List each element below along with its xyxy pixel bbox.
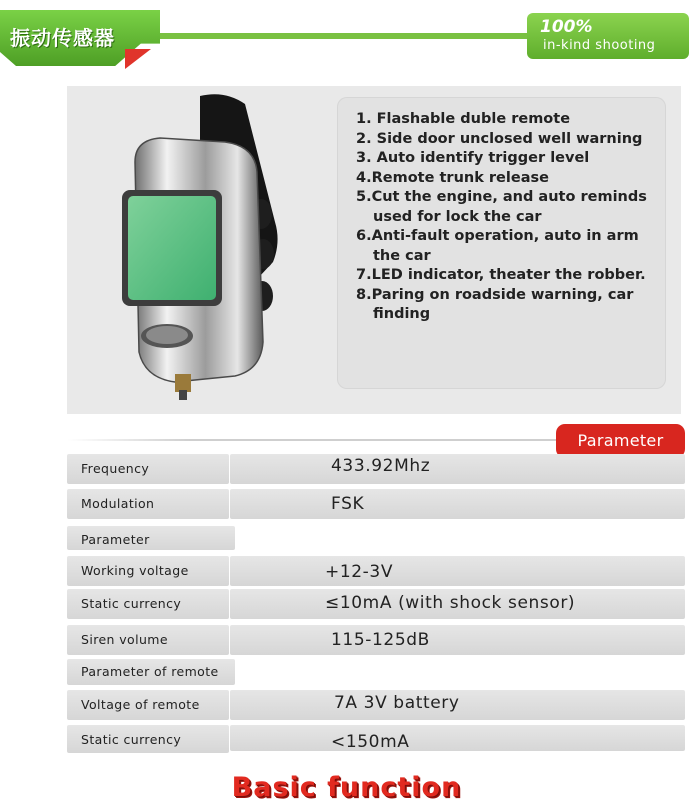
header-divider-line: [150, 33, 530, 39]
spec-value-frequency: 433.92Mhz: [331, 456, 431, 476]
feature-item: 4.Remote trunk release: [356, 169, 549, 186]
spec-label-parameter-remote: Parameter of remote: [67, 659, 235, 685]
in-kind-percent: 100%: [540, 17, 593, 37]
spec-value-static-currency: ≤10mA (with shock sensor): [325, 593, 576, 613]
spec-value-cell: [230, 454, 685, 484]
key-ring-icon: [175, 374, 191, 392]
feature-item: 7.LED indicator, theater the robber.: [356, 267, 646, 283]
spec-value-modulation: FSK: [331, 494, 365, 514]
spec-label-static-currency: Static currency: [67, 589, 229, 619]
spec-value-cell: [230, 489, 685, 519]
spec-label-working-voltage: Working voltage: [67, 556, 229, 586]
spec-label-siren-volume: Siren volume: [67, 625, 229, 655]
lcd-screen-icon: [128, 196, 216, 300]
spec-label-remote-static: Static currency: [67, 725, 229, 753]
feature-item: 3. Auto identify trigger level: [356, 150, 590, 166]
spec-value-working-voltage: +12-3V: [325, 562, 394, 582]
spec-label-modulation: Modulation: [67, 489, 229, 519]
spec-value-remote-static: <150mA: [331, 732, 410, 752]
feature-item: 6.Anti-fault operation, auto in arm the car: [356, 228, 639, 264]
feature-item: 1. Flashable duble remote: [356, 111, 571, 127]
spec-label-frequency: Frequency: [67, 454, 229, 484]
spec-value-cell: [230, 725, 685, 751]
parameter-tab: Parameter: [556, 424, 685, 458]
spec-value-cell: [230, 625, 685, 655]
feature-list: [356, 110, 656, 325]
spec-value-cell: [230, 556, 685, 586]
spec-label-parameter: Parameter: [67, 526, 235, 550]
in-kind-label: in-kind shooting: [543, 38, 656, 53]
feature-item: 2. Side door unclosed well warning: [356, 130, 643, 147]
product-title: 振动传感器: [10, 26, 115, 50]
remote-control-image: [105, 92, 295, 402]
feature-item: 8.Paring on roadside warning, car finding: [356, 286, 634, 322]
spec-value-voltage-remote: 7A 3V battery: [334, 693, 460, 713]
basic-function-heading: Basic function: [231, 772, 462, 803]
spec-value-siren-volume: 115-125dB: [331, 630, 430, 650]
feature-item: 5.Cut the engine, and auto reminds used for lock the car: [356, 189, 647, 225]
badge-accent: [125, 49, 151, 69]
spec-label-voltage-remote: Voltage of remote: [67, 690, 229, 720]
